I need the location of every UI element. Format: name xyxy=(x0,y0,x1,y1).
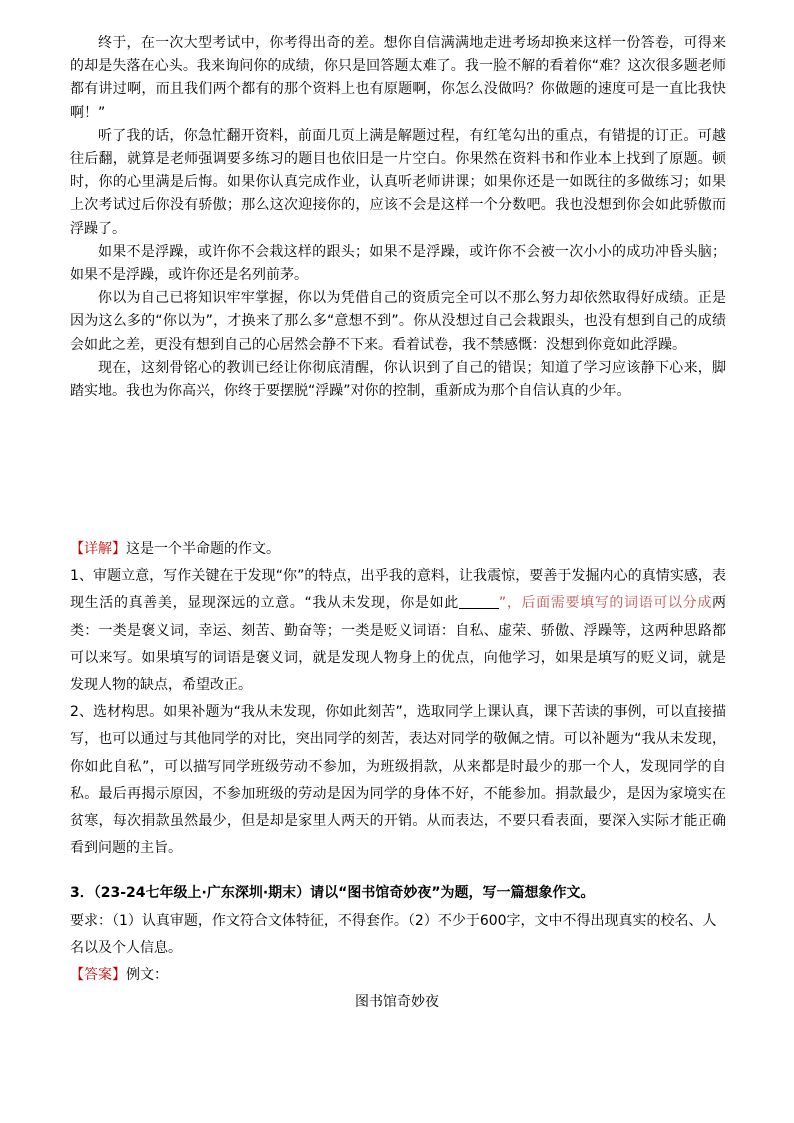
answer-line xyxy=(70,962,726,989)
answer-tag: 【答案】 xyxy=(70,967,126,983)
detail-intro-text: 这是一个半命题的作文。 xyxy=(126,541,280,557)
detail-point-1 xyxy=(70,563,726,699)
essay-paragraph: 如果不是浮躁，或许你不会栽这样的跟头；如果不是浮躁，或许你不会被一次小小的成功冲昏头脑；如果不是浮躁，或许你还是名列前茅。 xyxy=(70,243,726,284)
answer-text: 例文： xyxy=(126,967,168,983)
essay-paragraph: 你以为自己已将知识牢牢掌握，你以为凭借自己的资质完全可以不那么努力却依然取得好成绩。正是因为这么多的“你以为”，才换来了那么多“意想不到”。你从没想过自己会栽跟头，也没有想到自己的成绩会如此之差，更没有想到自己的心居然会静不下来。看着试卷，我不禁感慨：没想到你竟如此浮躁。 xyxy=(70,290,726,353)
essay-body xyxy=(70,32,726,403)
sample-essay-title: 图书馆奇妙夜 xyxy=(355,994,439,1010)
detail-point-2: 2、选材构思。如果补题为“我从未发现，你如此刻苦”，选取同学上课认真，课下苦读的事例，可以直接描写，也可以通过与其他同学的对比，突出同学的刻苦，表达对同学的敬佩之情。可以补题为“我从未发现，你如此自私”，可以描写同学班级劳动不参加，为班级捐款，从来都是时最少的那一个人，发现同学的自私。最后再揭示原因，不参加班级的劳动是因为同学的身体不好，不能参加。捐款最少，是因为家境实在贫寒，每次捐款虽然最少，但是却是家里人两天的开销。从而表达，不要只看表面，要深入实际才能正确看到问题的主旨。 xyxy=(70,704,726,857)
essay-paragraph: 终于，在一次大型考试中，你考得出奇的差。想你自信满满地走进考场却换来这样一份答卷，可得来的却是失落在心头。我来询问你的成绩，你只是回答题太难了。我一脸不解的看着你“难？这次很多题老师都有讲过啊，而且我们两个都有的那个资料上也有原题啊，你怎么没做吗？你做题的速度可是一直比我快啊！” xyxy=(70,35,726,121)
fill-blank xyxy=(459,594,499,609)
question-3-heading: 3．（23-24七年级上·广东深圳·期末）请以“图书馆奇妙夜”为题，写一篇想象作文。 xyxy=(70,885,595,901)
detail-section xyxy=(70,536,726,862)
detail-point-1-text: 1、审题立意，写作关键在于发现“你”的特点，出乎我的意料，让我震惊，要善于发掘内心的真情实感，表现生活的真善美，显现深远的立意。“我从未发现，你是如此 xyxy=(70,568,726,612)
detail-point-1-red-text: ”，后面需要填写的词语可以分成 xyxy=(498,595,712,612)
detail-tag: 【详解】 xyxy=(70,541,126,557)
question-3-requirement: 要求：（1）认真审题，作文符合文体特征，不得套作。（2）不少于600字，文中不得出现真实的校名、人名以及个人信息。 xyxy=(70,913,717,956)
question-3 xyxy=(70,878,726,989)
essay-paragraph: 听了我的话，你急忙翻开资料，前面几页上满是解题过程，有红笔勾出的重点，有错提的订正。可越往后翻，就算是老师强调要多练习的题目也依旧是一片空白。你果然在资料书和作业本上找到了原题。顿时，你的心里满是后悔。如果你认真完成作业，认真听老师讲课；如果你还是一如既往的多做练习；如果上次考试过后你没有骄傲；那么这次迎接你的，应该不会是这样一个分数吧。我也没想到你会如此骄傲而浮躁了。 xyxy=(70,127,726,237)
detail-intro xyxy=(70,536,726,563)
detail-point-1-cont: 两类：一类是褒义词，幸运、刻苦、勤奋等；一类是贬义词语：自私、虚荣、骄傲、浮躁等，这两种思路都可以来写。如果填写的词语是褒义词，就是发现人物身上的优点，向他学习，如果是填写的贬义词，就是发现人物的缺点，希望改正。 xyxy=(70,595,726,694)
essay-paragraph: 现在，这刻骨铭心的教训已经让你彻底清醒，你认识到了自己的错误；知道了学习应该静下心来，脚踏实地。我也为你高兴，你终于要摆脱“浮躁”对你的控制，重新成为那个自信认真的少年。 xyxy=(70,359,726,400)
